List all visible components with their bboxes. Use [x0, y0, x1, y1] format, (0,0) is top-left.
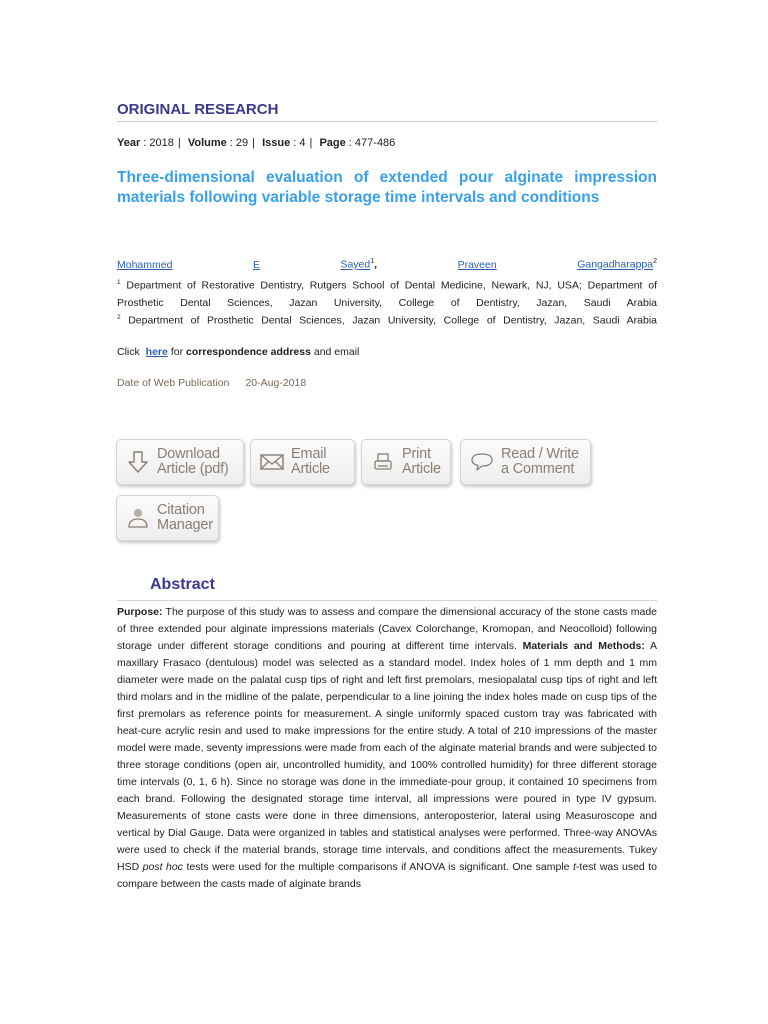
- read-write-comment-label: Read / Write a Comment: [501, 446, 579, 477]
- citation-manager-label: Citation Manager: [157, 502, 213, 533]
- methods-label: Materials and Methods:: [522, 640, 645, 652]
- volume-value: 29: [235, 137, 249, 149]
- abstract-divider: [117, 600, 657, 601]
- affiliation-2-line1: Department of Prosthetic Dental Sciences, Jazan University, College of Dentistry, Jazan, Saudi Arabia: [128, 314, 657, 327]
- email-article-label: Email Article: [291, 446, 330, 477]
- page-label: Page: [319, 137, 346, 149]
- methods-text-1: A maxillary Frasaco (dentulous) model was selected as a standard model. Index holes of 1 mm depth and 1 mm diameter were made on the palatal cusp tips of right and left first premolars, mesiopalatal cusp tips of right and left third molars and in the midline of the palate, perpendicular to a line joining the index holes made on cusp tips of the first premolars as reference points for measurement. A single uniformly spaced custom tray was fabricated with heat-cure acrylic resin and used to make impressions for the entire study. A total of 210 impressions of the master model were made, seventy impressions were made from each of the alginate material brands and were subjected to three storage conditions (open air, uncontrolled humidity, and 100% controlled humidity) for three different storage time intervals (0, 1, 6 h). Since no storage was done in the immediate-pour group, it contained 10 specimens from each brand. Following the designated storage time interval, all impressions were poured in type IV gypsum. Measurements of stone casts were done in three dimensions, anteroposterior, lateral using Measuroscope and vertical by Dial Gauge. Data were organized in tables and statistical analyses were performed. Three-way ANOVAs were used to check if the material brands, storage time intervals, and conditions affect the measurements. Tukey HSD: [117, 640, 657, 873]
- affiliation-2-sup: 2: [117, 314, 121, 321]
- correspondence-suffix: and email: [313, 346, 360, 358]
- abstract-heading: Abstract: [150, 576, 215, 593]
- affiliation-1-line1: Department of Restorative Dentistry, Rutgers School of Dental Medicine, Newark, NJ, USA; Department of: [126, 279, 657, 292]
- speech-bubble-icon: [469, 449, 495, 475]
- correspondence-line: [117, 346, 359, 358]
- methods-italic-2: t: [573, 861, 576, 873]
- methods-italic-1: post hoc: [142, 861, 183, 873]
- year-value: 2018: [149, 137, 174, 149]
- author-2-last-group: [577, 258, 657, 271]
- author-line: [117, 258, 657, 271]
- page-value: 477-486: [354, 137, 396, 149]
- author-2-first[interactable]: Praveen: [457, 258, 497, 271]
- affiliation-1: [117, 274, 657, 313]
- methods-text-2: tests were used for the multiple comparisons if ANOVA is significant. One sample: [186, 861, 570, 873]
- download-article-label: Download Article (pdf): [157, 446, 229, 477]
- author-2-sup: 2: [653, 258, 657, 265]
- affiliation-2: [117, 309, 657, 330]
- print-article-button[interactable]: [361, 439, 451, 485]
- email-article-button[interactable]: [250, 439, 355, 485]
- abstract-body: [117, 604, 657, 893]
- correspondence-prefix: Click: [117, 346, 140, 358]
- purpose-text: The purpose of this study was to assess and compare the dimensional accuracy of the stone casts made of three extended pour alginate impressions materials (Cavex Colorchange, Kromopan, and Neocolloid) following storage under different storage conditions and pouring at different time intervals.: [117, 606, 657, 652]
- year-label: Year: [117, 137, 141, 149]
- print-article-label: Print Article: [402, 446, 441, 477]
- correspondence-link[interactable]: here: [145, 346, 168, 358]
- issue-value: 4: [299, 137, 306, 149]
- affiliation-1-sup: 1: [117, 279, 121, 286]
- correspondence-bold: correspondence address: [186, 346, 311, 358]
- author-1-sup: 1: [370, 258, 375, 265]
- download-article-button[interactable]: [116, 439, 244, 485]
- citation-meta: Year : 2018 | Volume : 29 | Issue : 4 | Page : 477-486: [117, 137, 396, 149]
- section-divider: [117, 121, 657, 122]
- issue-label: Issue: [262, 137, 291, 149]
- author-1-last-group: Sayed$^1$,: [340, 258, 378, 271]
- volume-label: Volume: [187, 137, 227, 149]
- affiliation-1-line2: Prosthetic Dental Sciences, Jazan University, College of Dentistry, Jazan, Saudi Arabia: [117, 297, 657, 309]
- citation-manager-button[interactable]: [116, 495, 219, 541]
- author-2-last[interactable]: Gangadharappa: [577, 258, 654, 271]
- section-heading: ORIGINAL RESEARCH: [117, 101, 279, 118]
- methods-text-3: -test was used to compare between the casts made of alginate brands: [117, 861, 658, 890]
- author-1-first[interactable]: Mohammed: [117, 258, 173, 271]
- correspondence-middle: for: [170, 346, 184, 358]
- purpose-label: Purpose:: [117, 606, 163, 618]
- publication-value: 20-Aug-2018: [245, 377, 307, 389]
- author-1-last[interactable]: Sayed: [340, 258, 371, 271]
- author-1-middle[interactable]: E: [252, 258, 260, 271]
- download-arrow-icon: [125, 449, 151, 475]
- printer-icon: [370, 449, 396, 475]
- publication-label: Date of Web Publication: [117, 377, 230, 389]
- publication-date: [117, 377, 306, 389]
- article-title: Three-dimensional evaluation of extended pour alginate impression materials following variable storage time intervals and conditions: [117, 169, 657, 206]
- envelope-icon: [259, 449, 285, 475]
- read-write-comment-button[interactable]: [460, 439, 591, 485]
- user-icon: [125, 505, 151, 531]
